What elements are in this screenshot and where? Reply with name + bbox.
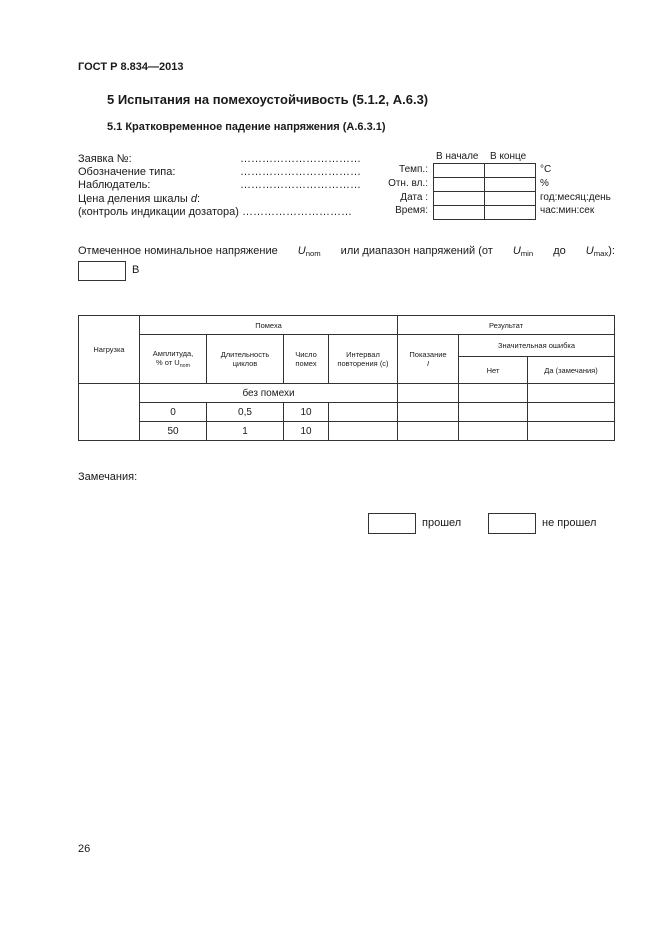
amplitude-cell: 0 (140, 403, 207, 422)
humidity-end-cell[interactable] (485, 178, 536, 192)
error-no-cell[interactable] (459, 403, 528, 422)
interval-cell[interactable] (329, 422, 398, 441)
count-cell: 10 (284, 403, 329, 422)
time-unit: час:мин:сек (540, 205, 595, 216)
failed-checkbox[interactable] (488, 513, 536, 534)
time-label: Время: (395, 205, 428, 216)
type-designation-label: Обозначение типа: (78, 166, 176, 178)
result-header: Результат (398, 316, 615, 335)
observer-label: Наблюдатель: (78, 179, 151, 191)
date-unit: год:месяц:день (540, 192, 611, 203)
date-label: Дата : (400, 192, 428, 203)
interval-header: Интервал повторения (с) (329, 335, 398, 384)
interference-header: Помеха (140, 316, 398, 335)
document-header: ГОСТ Р 8.834—2013 (78, 61, 184, 73)
temp-label: Темп.: (399, 164, 428, 175)
test-results-table (78, 315, 615, 441)
error-yes-header: Да (замечания) (528, 357, 615, 384)
count-cell: 10 (284, 422, 329, 441)
time-start-cell[interactable] (434, 206, 485, 220)
voltage-line: Отмеченное номинальное напряжение $U_{nom}$ или диапазон напряжений (от $U_{min}$ до $U_{max}$): (78, 245, 615, 258)
subsection-title: 5.1 Кратковременное падение напряжения (А.6.3.1) (107, 121, 386, 133)
error-yes-cell[interactable] (528, 403, 615, 422)
no-interference-row: без помехи (140, 384, 398, 403)
duration-header: Длительность циклов (207, 335, 284, 384)
reading-cell[interactable] (398, 403, 459, 422)
dispenser-control-field[interactable]: ………………………… (241, 206, 352, 218)
load-header: Нагрузка (79, 316, 140, 384)
date-start-cell[interactable] (434, 192, 485, 206)
failed-label: не прошел (542, 517, 597, 529)
reading-cell[interactable] (398, 384, 459, 403)
observer-field[interactable]: …………………………… (240, 179, 361, 191)
col-start-header: В начале (436, 151, 479, 162)
error-yes-cell[interactable] (528, 422, 615, 441)
section-title: 5 Испытания на помехоустойчивость (5.1.2, А.6.3) (107, 92, 429, 107)
reading-cell[interactable] (398, 422, 459, 441)
load-cell[interactable] (79, 384, 140, 441)
voltage-input-box[interactable] (78, 261, 126, 281)
application-label: Заявка №: (78, 153, 132, 165)
amplitude-header: Амплитуда, % от $U_{nom}$ (140, 335, 207, 384)
interval-cell[interactable] (329, 403, 398, 422)
application-field[interactable]: …………………………… (240, 153, 361, 165)
humidity-start-cell[interactable] (434, 178, 485, 192)
type-designation-field[interactable]: …………………………… (240, 166, 361, 178)
amplitude-cell: 50 (140, 422, 207, 441)
date-end-cell[interactable] (485, 192, 536, 206)
humidity-label: Отн. вл.: (388, 178, 428, 189)
duration-cell: 0,5 (207, 403, 284, 422)
error-no-cell[interactable] (459, 422, 528, 441)
remarks-label: Замечания: (78, 471, 138, 483)
scale-division-label: Цена деления шкалы d: (78, 193, 201, 205)
duration-cell: 1 (207, 422, 284, 441)
page-number: 26 (78, 843, 91, 855)
voltage-unit: В (132, 264, 140, 276)
passed-checkbox[interactable] (368, 513, 416, 534)
temp-start-cell[interactable] (434, 164, 485, 178)
reading-header: Показание I (398, 335, 459, 384)
conditions-table (433, 163, 536, 220)
humidity-unit: % (540, 178, 549, 189)
passed-label: прошел (422, 517, 462, 529)
count-header: Число помех (284, 335, 329, 384)
temp-end-cell[interactable] (485, 164, 536, 178)
error-yes-cell[interactable] (528, 384, 615, 403)
significant-error-header: Значительная ошибка (459, 335, 615, 357)
time-end-cell[interactable] (485, 206, 536, 220)
col-end-header: В конце (490, 151, 527, 162)
error-no-header: Нет (459, 357, 528, 384)
dispenser-control-label: (контроль индикации дозатора) ………………………… (78, 206, 352, 218)
temp-unit: °C (540, 164, 552, 175)
error-no-cell[interactable] (459, 384, 528, 403)
